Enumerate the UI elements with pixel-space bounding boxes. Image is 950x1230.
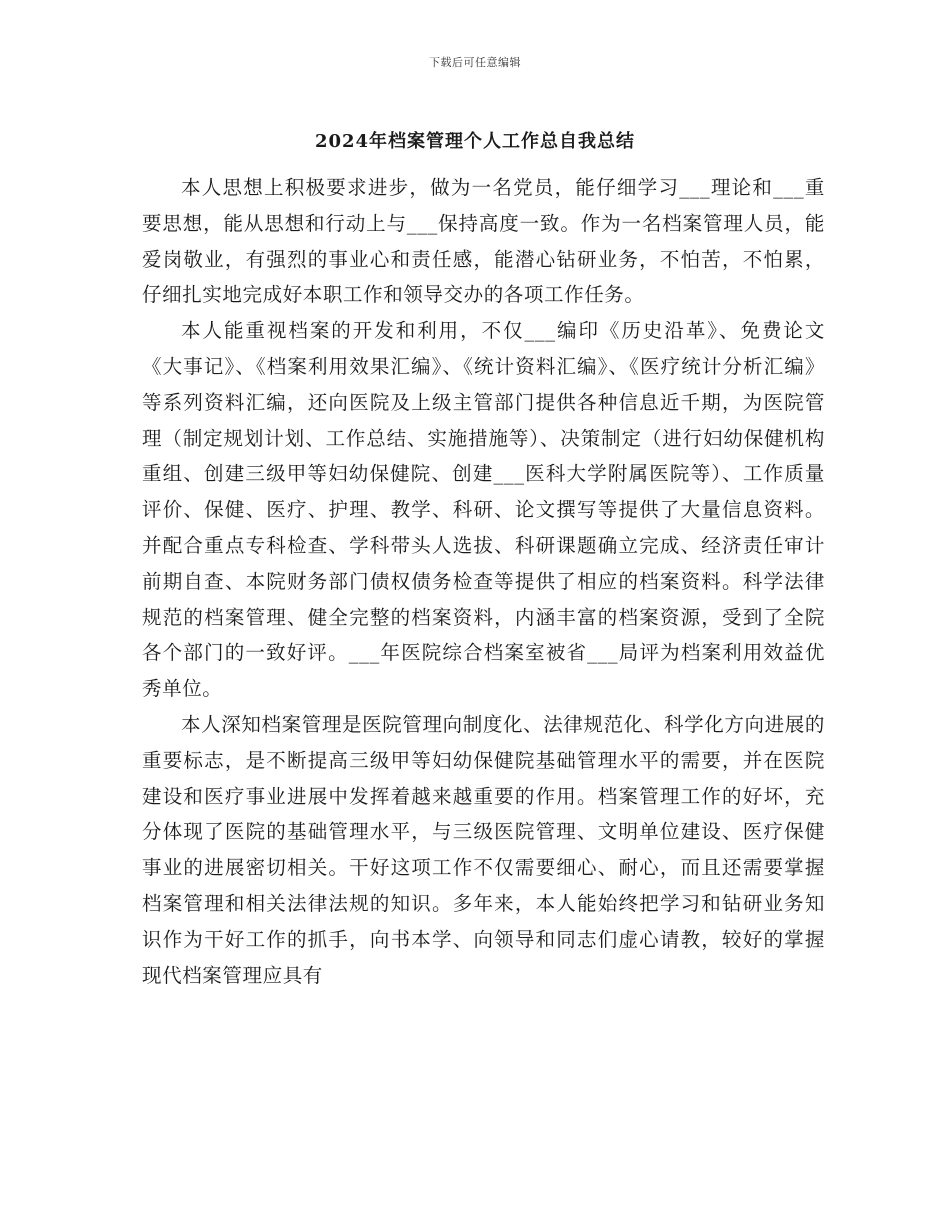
document-body [142,170,825,993]
document-title: 2024年档案管理个人工作总自我总结 [314,131,636,152]
paragraph: 本人能重视档案的开发和利用，不仅___编印《历史沿革》、免费论文《大事记》、《档案利用效果汇编》、《统计资料汇编》、《医疗统计分析汇编》等系列资料汇编，还向医院及上级主管部门提供各种信息近千期，为医院管理（制定规划计划、工作总结、实施措施等）、决策制定（进行妇幼保健机构重组、创建三级甲等妇幼保健院、创建___医科大学附属医院等）、工作质量评价、保健、医疗、护理、教学、科研、论文撰写等提供了大量信息资料。并配合重点专科检查、学科带头人选拔、科研课题确立完成、经济责任审计前期自查、本院财务部门债权债务检查等提供了相应的档案资料。科学法律规范的档案管理、健全完整的档案资料，内涵丰富的档案资源，受到了全院各个部门的一致好评。___年医院综合档案室被省___局评为档案利用效益优秀单位。 [142,319,825,701]
page-header-note: 下载后可任意编辑 [429,56,521,69]
paragraph: 本人思想上积极要求进步，做为一名党员，能仔细学习___理论和___重要思想，能从思想和行动上与___保持高度一致。作为一名档案管理人员，能爱岗敬业，有强烈的事业心和责任感，能潜心钻研业务，不怕苦，不怕累，仔细扎实地完成好本职工作和领导交办的各项工作任务。 [142,176,825,307]
paragraph: 本人深知档案管理是医院管理向制度化、法律规范化、科学化方向进展的重要标志，是不断提高三级甲等妇幼保健院基础管理水平的需要，并在医院建设和医疗事业进展中发挥着越来越重要的作用。档案管理工作的好坏，充分体现了医院的基础管理水平，与三级医院管理、文明单位建设、医疗保健事业的进展密切相关。干好这项工作不仅需要细心、耐心，而且还需要掌握档案管理和相关法律法规的知识。多年来，本人能始终把学习和钻研业务知识作为干好工作的抓手，向书本学、向领导和同志们虚心请教，较好的掌握现代档案管理应具有 [142,712,825,987]
